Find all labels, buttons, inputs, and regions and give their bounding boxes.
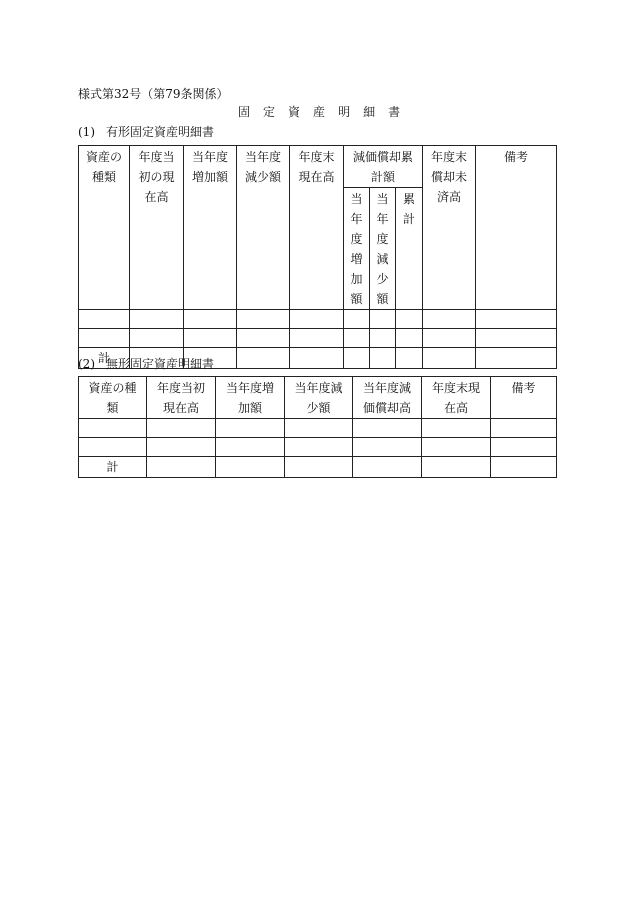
title-char: 固 xyxy=(238,105,251,119)
header-depreciation: 当年度減 価償却高 xyxy=(353,377,422,419)
table-row xyxy=(79,310,557,329)
header-end-balance: 年度末現 在高 xyxy=(422,377,491,419)
table-row xyxy=(79,419,557,438)
table-row xyxy=(79,438,557,457)
header-asset-type: 資産の 種類 xyxy=(79,146,130,310)
tangible-assets-table xyxy=(78,145,557,369)
intangible-assets-table xyxy=(78,376,557,478)
total-label: 計 xyxy=(79,457,147,478)
form-number: 様式第32号（第79条関係） xyxy=(78,87,229,101)
header-decrease: 当年度減 少額 xyxy=(285,377,353,419)
section2-number: (2) xyxy=(78,357,95,371)
section1-heading xyxy=(78,123,214,140)
header-remarks: 備考 xyxy=(476,146,557,310)
header-start-balance: 年度当初 現在高 xyxy=(147,377,216,419)
header-depr-total: 累 計 xyxy=(396,188,423,310)
title-char: 明 xyxy=(338,105,351,119)
header-depr-decrease: 当 年 度 減 少 額 xyxy=(370,188,396,310)
header-undepreciated-balance: 年度末 償却未 済高 xyxy=(423,146,476,310)
title-char: 定 xyxy=(263,105,276,119)
section2-label: 無形固定資産明細書 xyxy=(106,357,215,371)
header-decrease: 当年度 減少額 xyxy=(237,146,290,310)
header-increase: 当年度増 加額 xyxy=(216,377,285,419)
section1-label: 有形固定資産明細書 xyxy=(106,125,215,139)
title-char: 資 xyxy=(288,105,301,119)
title-char: 書 xyxy=(388,105,401,119)
title-char: 産 xyxy=(313,105,326,119)
total-row xyxy=(79,457,557,478)
section1-number: (1) xyxy=(78,125,95,139)
total-label: 計 xyxy=(79,348,130,369)
header-start-balance: 年度当 初の現 在高 xyxy=(130,146,184,310)
table-row xyxy=(79,329,557,348)
header-depr-increase: 当 年 度 増 加 額 xyxy=(344,188,370,310)
header-increase: 当年度 増加額 xyxy=(184,146,237,310)
header-asset-type: 資産の種 類 xyxy=(79,377,147,419)
header-remarks: 備考 xyxy=(491,377,557,419)
document-title xyxy=(238,103,413,120)
title-char: 細 xyxy=(363,105,376,119)
header-accumulated-depreciation: 減価償却累 計額 xyxy=(344,146,423,188)
section2-heading xyxy=(78,355,214,372)
header-end-balance: 年度末 現在高 xyxy=(290,146,344,310)
